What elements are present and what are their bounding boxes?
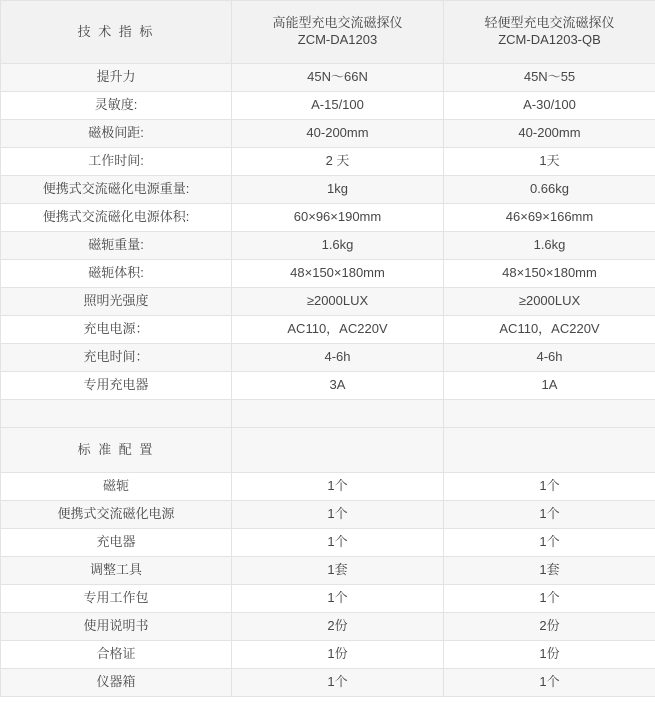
section-value-1 — [232, 428, 444, 473]
table-header-row — [1, 1, 655, 64]
row-value-1: 1个 — [232, 529, 444, 557]
table-row — [1, 288, 655, 316]
row-label: 磁轭体积: — [1, 260, 232, 288]
table-row — [1, 148, 655, 176]
row-label: 充电器 — [1, 529, 232, 557]
table-spacer-row — [1, 400, 655, 428]
row-label: 提升力 — [1, 64, 232, 92]
table-row — [1, 260, 655, 288]
spacer-value-2 — [444, 400, 655, 428]
header-model-2-name: 轻便型充电交流磁探仪 — [484, 15, 615, 31]
table-row — [1, 473, 655, 501]
table-row — [1, 641, 655, 669]
row-value-2: 1个 — [444, 529, 655, 557]
row-value-1: AC110，AC220V — [232, 316, 444, 344]
section-value-2 — [444, 428, 655, 473]
row-value-1: 1套 — [232, 557, 444, 585]
row-value-2: 45N～55 — [444, 64, 655, 92]
row-value-2: 1.6kg — [444, 232, 655, 260]
row-value-1: 1个 — [232, 585, 444, 613]
table-row — [1, 669, 655, 697]
table-row — [1, 344, 655, 372]
table-row — [1, 316, 655, 344]
row-value-2: 1天 — [444, 148, 655, 176]
row-value-2: AC110，AC220V — [444, 316, 655, 344]
row-value-2: 1A — [444, 372, 655, 400]
row-label: 便携式交流磁化电源 — [1, 501, 232, 529]
table-section-row — [1, 428, 655, 473]
row-value-2: 4-6h — [444, 344, 655, 372]
row-value-2: 46×69×166mm — [444, 204, 655, 232]
row-value-1: 1kg — [232, 176, 444, 204]
row-label: 工作时间: — [1, 148, 232, 176]
row-label: 合格证 — [1, 641, 232, 669]
row-label: 专用工作包 — [1, 585, 232, 613]
row-value-1: 1个 — [232, 669, 444, 697]
row-value-2: 1个 — [444, 473, 655, 501]
row-value-2: 1套 — [444, 557, 655, 585]
row-label: 磁极间距: — [1, 120, 232, 148]
row-label: 便携式交流磁化电源体积: — [1, 204, 232, 232]
header-model-2-cell — [444, 1, 655, 64]
table-row — [1, 64, 655, 92]
header-model-1-name: 高能型充电交流磁探仪 — [272, 15, 403, 31]
header-model-1-code: ZCM-DA1203 — [297, 32, 378, 47]
row-value-2: 1个 — [444, 501, 655, 529]
row-value-1: 3A — [232, 372, 444, 400]
table-row — [1, 120, 655, 148]
row-label: 仪器箱 — [1, 669, 232, 697]
table-row — [1, 176, 655, 204]
table-row — [1, 557, 655, 585]
spacer-value-1 — [232, 400, 444, 428]
table-row — [1, 204, 655, 232]
row-label: 磁轭 — [1, 473, 232, 501]
table-row — [1, 613, 655, 641]
row-value-2: A-30/100 — [444, 92, 655, 120]
row-value-1: 60×96×190mm — [232, 204, 444, 232]
row-value-1: ≥2000LUX — [232, 288, 444, 316]
table-row — [1, 529, 655, 557]
row-value-1: 1份 — [232, 641, 444, 669]
row-label: 便携式交流磁化电源重量: — [1, 176, 232, 204]
row-label: 充电时间： — [1, 344, 232, 372]
row-value-2: 1个 — [444, 585, 655, 613]
row-label: 专用充电器 — [1, 372, 232, 400]
table-row — [1, 232, 655, 260]
row-label: 使用说明书 — [1, 613, 232, 641]
header-model-2-code: ZCM-DA1203-QB — [498, 32, 601, 47]
table-row — [1, 501, 655, 529]
header-label-cell: 技 术 指 标 — [1, 1, 232, 64]
row-value-2: 0.66kg — [444, 176, 655, 204]
row-label: 照明光强度 — [1, 288, 232, 316]
row-value-1: A-15/100 — [232, 92, 444, 120]
row-label: 调整工具 — [1, 557, 232, 585]
row-label: 灵敏度: — [1, 92, 232, 120]
row-value-1: 2份 — [232, 613, 444, 641]
row-value-2: 2份 — [444, 613, 655, 641]
row-value-1: 2 天 — [232, 148, 444, 176]
row-value-2: 40-200mm — [444, 120, 655, 148]
row-value-2: 48×150×180mm — [444, 260, 655, 288]
row-value-1: 4-6h — [232, 344, 444, 372]
spacer-label — [1, 400, 232, 428]
row-value-1: 1个 — [232, 501, 444, 529]
row-value-1: 1.6kg — [232, 232, 444, 260]
table-row — [1, 585, 655, 613]
row-value-2: 1个 — [444, 669, 655, 697]
row-value-2: ≥2000LUX — [444, 288, 655, 316]
row-value-1: 48×150×180mm — [232, 260, 444, 288]
header-model-1-cell — [232, 1, 444, 64]
table-row — [1, 372, 655, 400]
section-title: 标 准 配 置 — [1, 428, 232, 473]
row-value-2: 1份 — [444, 641, 655, 669]
row-label: 磁轭重量: — [1, 232, 232, 260]
row-value-1: 1个 — [232, 473, 444, 501]
table-row — [1, 92, 655, 120]
row-label: 充电电源： — [1, 316, 232, 344]
row-value-1: 40-200mm — [232, 120, 444, 148]
row-value-1: 45N～66N — [232, 64, 444, 92]
